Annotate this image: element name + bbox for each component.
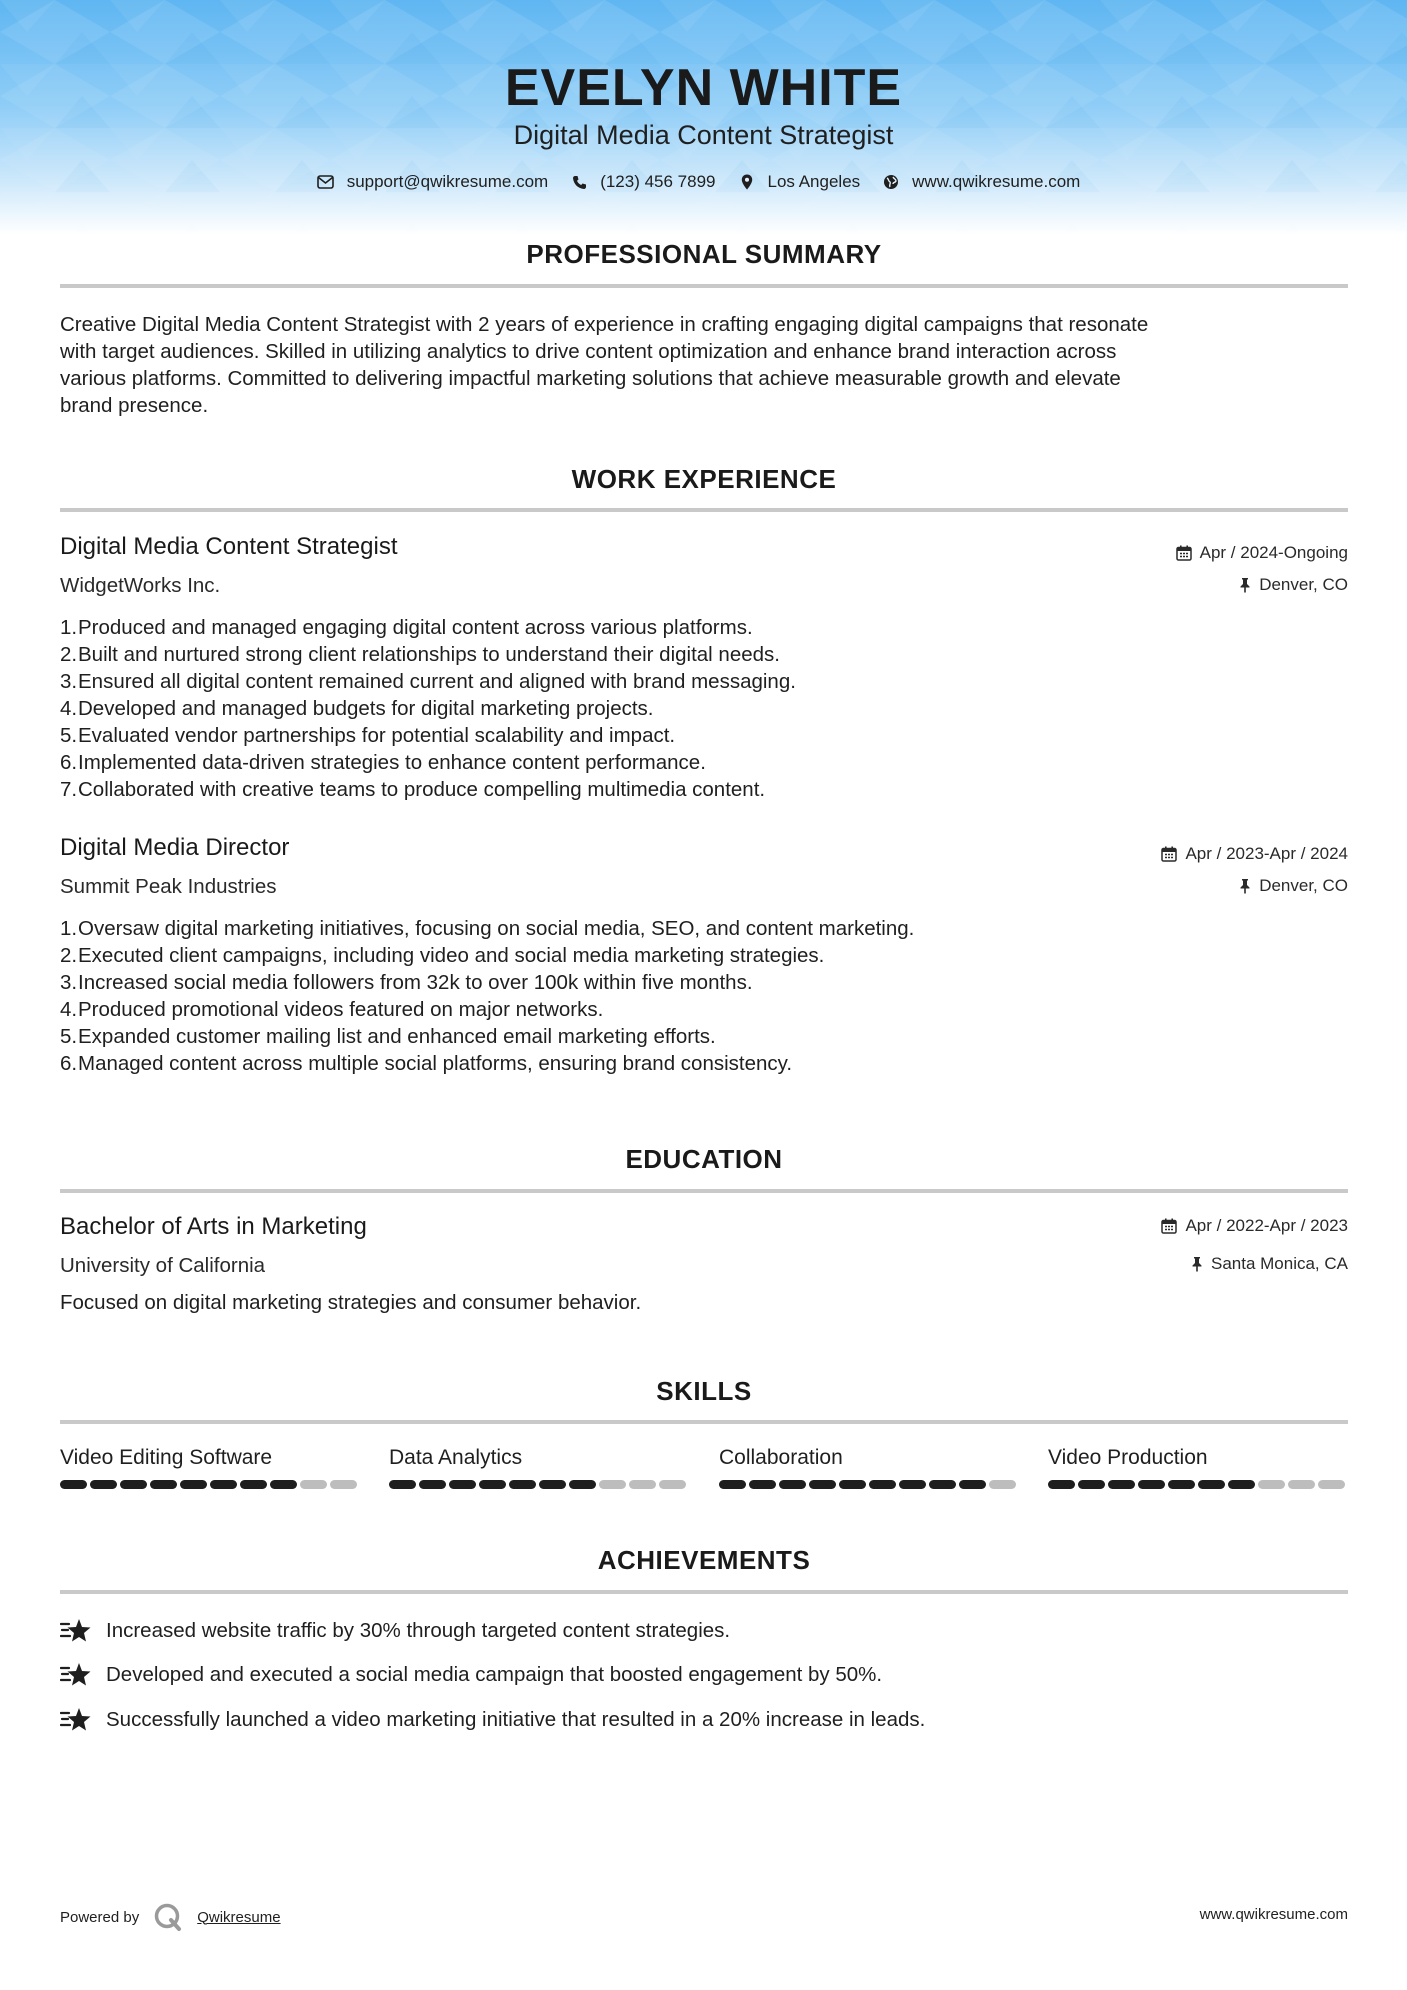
skill-level-segment — [90, 1480, 117, 1489]
section-title-achievements: ACHIEVEMENTS — [597, 1545, 811, 1575]
skill-item — [1048, 1446, 1348, 1489]
section-divider — [60, 1590, 1348, 1594]
skill-level-segment — [60, 1480, 87, 1489]
skill-level-bar — [719, 1480, 1019, 1489]
candidate-role: Digital Media Content Strategist — [513, 120, 894, 150]
contact-phone[interactable]: (123) 456 7899 — [570, 172, 715, 192]
list-item: 6. Managed content across multiple social platforms, ensuring brand consistency. — [60, 1052, 793, 1075]
skill-level-segment — [240, 1480, 267, 1489]
skill-level-segment — [389, 1480, 416, 1489]
skill-level-segment — [839, 1480, 866, 1489]
skill-name: Video Production — [1048, 1446, 1208, 1469]
skill-level-segment — [1198, 1480, 1225, 1489]
footer-powered-by: Powered by Qwikresume — [60, 1902, 281, 1932]
skill-level-segment — [150, 1480, 177, 1489]
skill-level-segment — [749, 1480, 776, 1489]
section-title-education: EDUCATION — [625, 1144, 783, 1174]
globe-icon — [882, 173, 900, 191]
calendar-icon — [1161, 1218, 1177, 1234]
shooting-star-icon — [60, 1706, 92, 1734]
list-item: 5. Evaluated vendor partnerships for potential scalability and impact. — [60, 724, 676, 747]
skill-level-segment — [1048, 1480, 1075, 1489]
list-item: 4. Produced promotional videos featured on major networks. — [60, 998, 604, 1021]
skill-level-segment — [1108, 1480, 1135, 1489]
skill-level-segment — [989, 1480, 1016, 1489]
qwikresume-logo-icon — [153, 1902, 183, 1932]
achievement-item: Developed and executed a social media campaign that boosted engagement by 50%. — [60, 1661, 882, 1689]
job-location: Denver, CO — [1239, 876, 1348, 896]
email-icon — [317, 173, 335, 191]
skill-level-segment — [1138, 1480, 1165, 1489]
company-name: WidgetWorks Inc. — [60, 574, 221, 597]
skill-level-segment — [779, 1480, 806, 1489]
education-dates: Apr / 2022-Apr / 2023 — [1161, 1216, 1348, 1236]
skill-level-segment — [959, 1480, 986, 1489]
contact-location: Los Angeles — [738, 172, 861, 192]
achievement-item: Increased website traffic by 30% through targeted content strategies. — [60, 1617, 730, 1645]
phone-icon — [570, 173, 588, 191]
skill-level-segment — [210, 1480, 237, 1489]
skill-level-segment — [270, 1480, 297, 1489]
skill-level-segment — [809, 1480, 836, 1489]
job-bullets — [60, 915, 1260, 1077]
skill-level-segment — [509, 1480, 536, 1489]
skill-level-segment — [449, 1480, 476, 1489]
brand-link[interactable]: Qwikresume — [197, 1908, 281, 1926]
skill-level-segment — [659, 1480, 686, 1489]
skill-level-segment — [719, 1480, 746, 1489]
list-item: 1. Produced and managed engaging digital content across various platforms. — [60, 616, 753, 639]
skill-item — [60, 1446, 360, 1489]
school-name: University of California — [60, 1254, 266, 1277]
section-divider — [60, 1420, 1348, 1424]
education-note: Focused on digital marketing strategies and consumer behavior. — [60, 1291, 642, 1314]
skill-level-segment — [479, 1480, 506, 1489]
company-name: Summit Peak Industries — [60, 875, 277, 898]
skill-level-segment — [1168, 1480, 1195, 1489]
skill-level-segment — [330, 1480, 357, 1489]
list-item: 2. Built and nurtured strong client relationships to understand their digital needs. — [60, 643, 780, 666]
section-divider — [60, 508, 1348, 512]
location-pin-icon — [738, 173, 756, 191]
skill-level-segment — [929, 1480, 956, 1489]
pushpin-icon — [1239, 878, 1251, 894]
skill-level-bar — [60, 1480, 360, 1489]
skill-level-segment — [629, 1480, 656, 1489]
contact-website[interactable]: www.qwikresume.com — [882, 172, 1080, 192]
list-item: 7. Collaborated with creative teams to produce compelling multimedia content. — [60, 778, 766, 801]
list-item: 1. Oversaw digital marketing initiatives, focusing on social media, SEO, and content marketing. — [60, 917, 915, 940]
skill-name: Video Editing Software — [60, 1446, 273, 1469]
shooting-star-icon — [60, 1661, 92, 1689]
skill-level-segment — [1258, 1480, 1285, 1489]
footer-url[interactable]: www.qwikresume.com — [1199, 1906, 1348, 1923]
job-title: Digital Media Content Strategist — [60, 533, 398, 560]
section-divider — [60, 1189, 1348, 1193]
contact-bar — [0, 172, 1407, 192]
skill-level-segment — [869, 1480, 896, 1489]
job-title: Digital Media Director — [60, 834, 290, 861]
job-bullets — [60, 614, 1260, 803]
skill-level-segment — [599, 1480, 626, 1489]
contact-email[interactable]: support@qwikresume.com — [317, 172, 549, 192]
skill-item — [389, 1446, 689, 1489]
skill-level-segment — [1318, 1480, 1345, 1489]
list-item: 6. Implemented data-driven strategies to enhance content performance. — [60, 751, 706, 774]
section-divider — [60, 284, 1348, 288]
skill-level-segment — [539, 1480, 566, 1489]
skill-level-segment — [1228, 1480, 1255, 1489]
pushpin-icon — [1191, 1256, 1203, 1272]
list-item: 3. Ensured all digital content remained current and aligned with brand messaging. — [60, 670, 796, 693]
education-location: Santa Monica, CA — [1191, 1254, 1348, 1274]
skill-level-segment — [899, 1480, 926, 1489]
header-banner — [0, 0, 1407, 235]
list-item: 3. Increased social media followers from 32k to over 100k within five months. — [60, 971, 753, 994]
skill-level-segment — [1078, 1480, 1105, 1489]
list-item: 4. Developed and managed budgets for digital marketing projects. — [60, 697, 654, 720]
section-title-experience: WORK EXPERIENCE — [571, 464, 837, 494]
skill-level-segment — [120, 1480, 147, 1489]
summary-text: Creative Digital Media Content Strategist with 2 years of experience in crafting engaging digital campaigns that resonate with target audiences. Skilled in utilizing analytics to drive content optimization and enhance brand interaction across various platforms. Committed to delivering impactful marketing solutions that achieve measurable growth and elevate brand presence. — [60, 313, 1149, 417]
skill-level-segment — [180, 1480, 207, 1489]
skill-level-bar — [1048, 1480, 1348, 1489]
list-item: 2. Executed client campaigns, including video and social media marketing strategies. — [60, 944, 825, 967]
section-title-summary: PROFESSIONAL SUMMARY — [526, 239, 882, 269]
calendar-icon — [1176, 545, 1192, 561]
pushpin-icon — [1239, 577, 1251, 593]
degree-title: Bachelor of Arts in Marketing — [60, 1213, 367, 1240]
skill-item — [719, 1446, 1019, 1489]
skill-level-bar — [389, 1480, 689, 1489]
skill-level-segment — [300, 1480, 327, 1489]
candidate-name: EVELYN WHITE — [504, 59, 903, 117]
list-item: 5. Expanded customer mailing list and enhanced email marketing efforts. — [60, 1025, 716, 1048]
section-title-skills: SKILLS — [656, 1376, 752, 1406]
skill-name: Data Analytics — [389, 1446, 523, 1469]
achievement-item: Successfully launched a video marketing initiative that resulted in a 20% increase in leads. — [60, 1706, 925, 1734]
skill-name: Collaboration — [719, 1446, 843, 1469]
job-dates: Apr / 2023-Apr / 2024 — [1161, 844, 1348, 864]
calendar-icon — [1161, 846, 1177, 862]
shooting-star-icon — [60, 1617, 92, 1645]
skill-level-segment — [569, 1480, 596, 1489]
skill-level-segment — [419, 1480, 446, 1489]
job-dates: Apr / 2024-Ongoing — [1176, 543, 1348, 563]
job-location: Denver, CO — [1239, 575, 1348, 595]
skill-level-segment — [1288, 1480, 1315, 1489]
